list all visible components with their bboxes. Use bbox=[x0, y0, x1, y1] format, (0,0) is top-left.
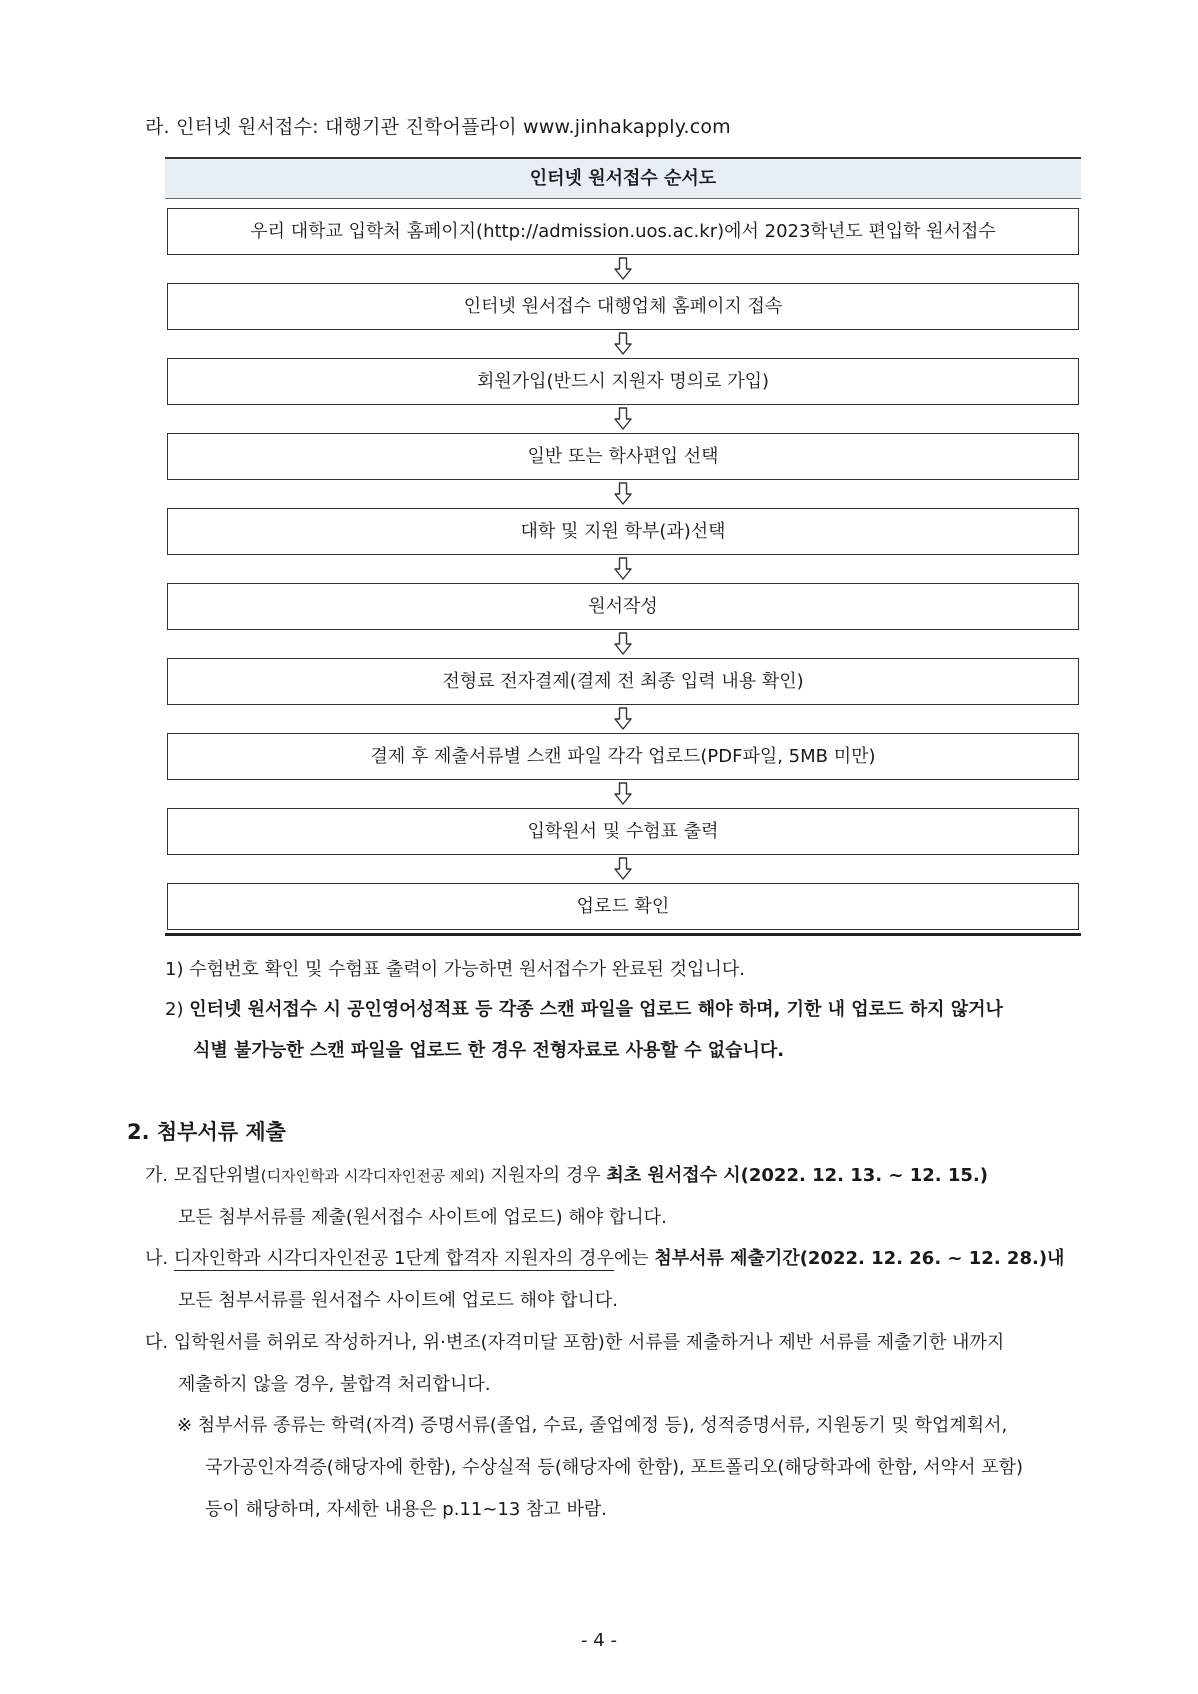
down-arrow-icon bbox=[613, 855, 633, 883]
flowchart-step: 전형료 전자결제(결제 전 최종 입력 내용 확인) bbox=[167, 658, 1079, 705]
down-arrow-icon bbox=[613, 330, 633, 358]
flowchart-step: 인터넷 원서접수 대행업체 홈페이지 접속 bbox=[167, 283, 1079, 330]
flowchart-bottom-rule bbox=[165, 933, 1081, 936]
flowchart-step: 원서작성 bbox=[167, 583, 1079, 630]
item-ga-line1 bbox=[145, 1161, 988, 1187]
flowchart-step: 결제 후 제출서류별 스캔 파일 각각 업로드(PDF파일, 5MB 미만) bbox=[167, 733, 1079, 780]
reference-note-line1: ※ 첨부서류 종류는 학력(자격) 증명서류(졸업, 수료, 졸업예정 등), 성적증명서류, 지원동기 및 학업계획서, bbox=[177, 1415, 1008, 1436]
item-ga-exclusion: (디자인학과 시각디자인전공 제외) bbox=[260, 1167, 485, 1185]
note-2 bbox=[165, 995, 1003, 1021]
item-ga-prefix: 가. 모집단위별 bbox=[145, 1165, 261, 1186]
flowchart-title: 인터넷 원서접수 순서도 bbox=[165, 157, 1081, 199]
item-na-prefix: 나. bbox=[145, 1248, 174, 1269]
item-ga-line2: 모든 첨부서류를 제출(원서접수 사이트에 업로드) 해야 합니다. bbox=[178, 1207, 667, 1228]
down-arrow-icon bbox=[613, 480, 633, 508]
item-ga-period: 최초 원서접수 시(2022. 12. 13. ~ 12. 15.) bbox=[606, 1165, 988, 1186]
down-arrow-icon bbox=[613, 255, 633, 283]
item-da-line2: 제출하지 않을 경우, 불합격 처리합니다. bbox=[178, 1374, 491, 1395]
item-na-period: 첨부서류 제출기간(2022. 12. 26. ~ 12. 28.)내 bbox=[654, 1248, 1065, 1269]
item-ga-mid: 지원자의 경우 bbox=[484, 1165, 607, 1186]
reference-note-line2: 국가공인자격증(해당자에 한함), 수상실적 등(해당자에 한함), 포트폴리오(해당학과에 한함, 서약서 포함) bbox=[205, 1457, 1023, 1478]
flowchart-step: 일반 또는 학사편입 선택 bbox=[167, 433, 1079, 480]
section-heading-ra: 라. 인터넷 원서접수: 대행기관 진학어플라이 www.jinhakapply.com bbox=[145, 116, 731, 138]
flowchart-step: 업로드 확인 bbox=[167, 883, 1079, 930]
item-da-line1: 다. 입학원서를 허위로 작성하거나, 위·변조(자격미달 포함)한 서류를 제출하거나 제반 서류를 제출기한 내까지 bbox=[145, 1332, 1005, 1353]
reference-note-line3: 등이 해당하며, 자세한 내용은 p.11~13 참고 바람. bbox=[205, 1499, 608, 1520]
flowchart-step: 입학원서 및 수험표 출력 bbox=[167, 808, 1079, 855]
item-na-target: 디자인학과 시각디자인전공 1단계 합격자 지원자의 경우 bbox=[173, 1248, 614, 1269]
down-arrow-icon bbox=[613, 630, 633, 658]
section-2-title: 2. 첨부서류 제출 bbox=[127, 1120, 286, 1144]
down-arrow-icon bbox=[613, 405, 633, 433]
down-arrow-icon bbox=[613, 780, 633, 808]
note-2-text-line1: 인터넷 원서접수 시 공인영어성적표 등 각종 스캔 파일을 업로드 해야 하며, 기한 내 업로드 하지 않거나 bbox=[189, 999, 1003, 1020]
down-arrow-icon bbox=[613, 705, 633, 733]
item-na-line2: 모든 첨부서류를 원서접수 사이트에 업로드 해야 합니다. bbox=[178, 1290, 618, 1311]
item-na-mid: 에는 bbox=[613, 1248, 655, 1269]
flowchart-step: 대학 및 지원 학부(과)선택 bbox=[167, 508, 1079, 555]
item-na-line1 bbox=[145, 1244, 1064, 1270]
page-number: - 4 - bbox=[581, 1630, 617, 1651]
application-flowchart bbox=[165, 157, 1081, 917]
down-arrow-icon bbox=[613, 555, 633, 583]
flowchart-step: 우리 대학교 입학처 홈페이지(http://admission.uos.ac.kr)에서 2023학년도 편입학 원서접수 bbox=[167, 208, 1079, 255]
note-2-text-line2: 식별 불가능한 스캔 파일을 업로드 한 경우 전형자료로 사용할 수 없습니다. bbox=[193, 1040, 785, 1061]
flowchart-step: 회원가입(반드시 지원자 명의로 가입) bbox=[167, 358, 1079, 405]
note-1: 1) 수험번호 확인 및 수험표 출력이 가능하면 원서접수가 완료된 것입니다. bbox=[165, 959, 745, 980]
note-2-number: 2) bbox=[165, 999, 190, 1020]
